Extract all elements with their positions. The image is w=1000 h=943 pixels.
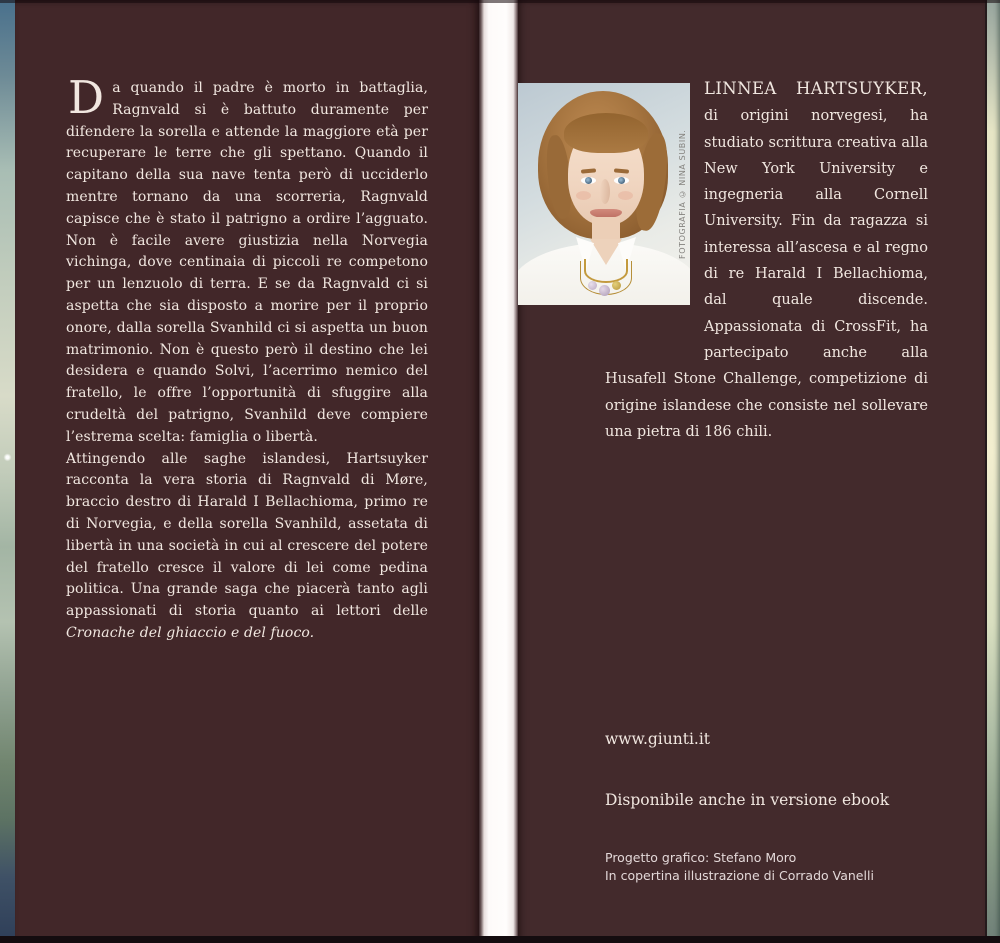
photo-eye-left [581, 177, 596, 184]
synopsis-paragraph-2 [66, 449, 428, 645]
credits [605, 849, 874, 884]
photo-pupil-left [585, 177, 592, 184]
book-pages-edge [985, 0, 1000, 943]
photo-cheek-left [576, 191, 591, 200]
author-bio [605, 76, 928, 445]
front-flap [518, 0, 985, 943]
photo-credit-vertical-text: FOTOGRAFIA © NINA SUBIN. [678, 129, 687, 259]
publisher-website: www.giunti.it [605, 730, 711, 748]
credit-line-cover: In copertina illustrazione di Corrado Vanelli [605, 867, 874, 883]
bottom-shadow-strip [0, 936, 1000, 943]
synopsis-text [66, 71, 428, 645]
drop-cap: D [68, 71, 105, 124]
author-bio-text: di origini norvegesi, ha studiato scrittura creativa alla New York University e ingegneria alla Cornell University. Fin da ragazza si interessa all’ascesa e al regno di re Harald I Bellachioma, dal quale discende. Appassionata di CrossFit, ha partecipato anche alla Husafell Stone Challenge, competizione di origine islandese che consiste nel sollevare una pietra di 186 chili. [605, 108, 928, 440]
ebook-note: Disponibile anche in versione ebook [605, 791, 890, 809]
synopsis-paragraph-2-text: Attingendo alle saghe islandesi, Hartsuyker racconta la vera storia di Ragnvald di Møre, braccio destro di Harald I Bellachioma, primo re di Norvegia, e della sorella Svanhild, assetata di libertà in una società in cui al crescere del potere del fratello cresce il valore di lei come pedina politica. Una grande saga che piacerà tanto agli appassionati di storia quanto ai lettori delle [66, 450, 428, 620]
synopsis-paragraph-1 [66, 71, 428, 449]
bio-photo-spacer [605, 76, 704, 358]
top-shadow-strip [0, 0, 1000, 3]
front-cover-edge-image [0, 0, 15, 943]
credit-line-design: Progetto grafico: Stefano Moro [605, 850, 797, 865]
flap-fold-gap [479, 0, 518, 943]
photo-necklace-bead-1 [588, 281, 597, 290]
back-flap [15, 0, 479, 943]
synopsis-paragraph-1-text: a quando il padre è morto in battaglia, Ragnvald si è battuto duramente per difendere la sorella e attende la maggiore età per recuperare le terre che gli spettano. Quando il capitano della sua nave tenta però di ucciderlo mentre tornano da una scorreria, Ragnvald capisce che è stato il patrigno a ordire l’agguato. Non è facile avere giustizia nella Norvegia vichinga, dove centinaia di piccoli re competono per un lenzuolo di terra. E se da Ragnvald ci si aspetta che sia disposto a morire per il proprio onore, dalla sorella Svanhild ci si aspetta un buon matrimonio. Non è questo però il destino che lei desidera e quando Solvi, l’acerrimo nemico del fratello, le offre l’opportunità di sfuggire alla crudeltà del patrigno, Svanhild deve compiere l’estrema scelta: famiglia o libertà. [66, 80, 428, 445]
author-name: LINNEA HARTSUYKER, [704, 79, 928, 98]
series-title-italic: Cronache del ghiaccio e del fuoco. [66, 624, 315, 641]
